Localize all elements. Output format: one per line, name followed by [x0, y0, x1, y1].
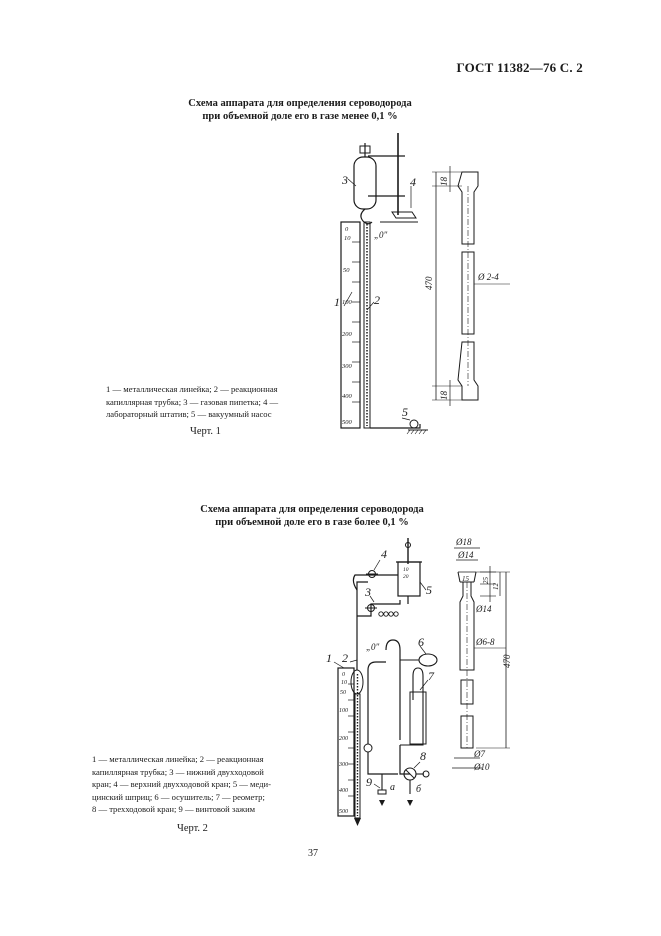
medical-syringe — [398, 562, 420, 596]
reometer — [410, 692, 426, 744]
return-tube — [368, 662, 386, 744]
callout-2: 2 — [374, 293, 380, 307]
legend-line: 1 — металлическая линейка; 2 — реакционная — [106, 384, 278, 394]
dimension-label: 15 — [462, 575, 469, 583]
legend-line: кран; 4 — верхний двухходовой кран; 5 — меди- — [92, 779, 272, 789]
page-number: 37 — [308, 848, 318, 859]
ruler-label: 10 — [341, 680, 347, 686]
ruler-label: 200 — [339, 736, 348, 742]
dimension-label: Ø18 — [456, 537, 472, 547]
outlet-a — [379, 800, 385, 806]
screw-clamp — [378, 790, 386, 794]
ruler-label: 300 — [342, 363, 352, 370]
ruler-label: 500 — [339, 809, 348, 815]
dimension-label: 470 — [502, 654, 512, 668]
ruler-label: 50 — [343, 267, 350, 274]
zero-mark: „0" — [366, 642, 380, 652]
dimension-label: 18 — [439, 177, 449, 186]
dimension-label: Ø6-8 — [476, 637, 495, 647]
legend-line: 8 — трехходовой кран; 9 — винтовой зажим — [92, 804, 256, 814]
standard-header: ГОСТ 11382—76 С. 2 — [456, 60, 583, 75]
figure1-caption: Черт. 1 — [190, 426, 221, 437]
connecting-coil — [379, 612, 398, 616]
leader-2 — [350, 660, 357, 662]
figure1-title-line: Схема аппарата для определения сероводорода — [188, 98, 412, 109]
dimension-label: 18 — [439, 391, 449, 400]
ruler-label: 0 — [345, 226, 349, 233]
ruler-label: 200 — [342, 331, 352, 338]
callout-4: 4 — [381, 547, 387, 561]
callout-2: 2 — [342, 651, 348, 665]
callout-5: 5 — [426, 583, 432, 597]
dimension-label: Ø 2-4 — [478, 272, 499, 282]
callout-4: 4 — [410, 175, 416, 189]
reometer-loop — [386, 640, 400, 740]
leader-4 — [374, 560, 380, 570]
outlet-b-tip — [407, 800, 413, 806]
callout-9: 9 — [366, 775, 372, 789]
ruler-label: 400 — [339, 788, 348, 794]
legend-line: цинский шприц; 6 — осушитель; 7 — реометр; — [92, 791, 265, 802]
legend-line: 1 — металлическая линейка; 2 — реакционная — [92, 754, 264, 764]
figure2-title-line: Схема аппарата для определения сероводорода — [200, 504, 424, 515]
figure2-legend — [92, 753, 298, 816]
figure2-caption: Черт. 2 — [177, 823, 208, 834]
dimension-label: Ø7 — [474, 749, 485, 759]
legend-line: капиллярная трубка; 3 — нижний двухходовой — [92, 766, 264, 777]
leader-9 — [374, 784, 380, 788]
callout-5: 5 — [402, 405, 408, 419]
figure2-title-line: при объемной доле его в газе более 0,1 % — [215, 517, 409, 528]
ruler-label: 100 — [342, 299, 352, 306]
ruler-label: 500 — [342, 419, 352, 426]
legend-line: капиллярная трубка; 3 — газовая пипетка; 4 — — [106, 396, 279, 407]
dryer — [419, 654, 437, 666]
dimension-label: Ø14 — [458, 550, 474, 560]
capillary-outlet — [354, 818, 361, 826]
bottom-tube — [400, 745, 410, 774]
figure1-title-line: при объемной доле его в газе менее 0,1 % — [202, 111, 398, 122]
syringe-mark: 20 — [403, 574, 409, 580]
dimension-label: 470 — [424, 276, 434, 290]
ruler-label: 100 — [339, 708, 348, 714]
legend-line: лабораторный штатив; 5 — вакуумный насос — [106, 409, 272, 419]
ruler-label: 50 — [340, 690, 346, 696]
callout-7: 7 — [428, 669, 434, 683]
dimension-label: Ø14 — [476, 604, 492, 614]
ruler-label: 0 — [342, 672, 345, 678]
callout-3: 3 — [365, 585, 371, 599]
callout-6: 6 — [418, 635, 424, 649]
dimension-label: 12 — [492, 583, 500, 590]
callout-b: б — [416, 784, 422, 795]
callout-a: а — [390, 782, 395, 793]
leader-7 — [420, 680, 428, 690]
bottom-left-tube — [368, 752, 398, 774]
syringe-mark: 10 — [403, 567, 409, 573]
ruler-label: 300 — [339, 762, 348, 768]
ruler-label: 10 — [344, 235, 351, 242]
dimension-label: 25 — [482, 577, 490, 584]
callout-8: 8 — [420, 749, 426, 763]
callout-1: 1 — [326, 651, 332, 665]
callout-1: 1 — [334, 295, 340, 309]
zero-mark: „0" — [374, 230, 388, 240]
ruler-label: 400 — [342, 393, 352, 400]
reometer-tube — [400, 668, 423, 745]
dimension-label: Ø10 — [474, 762, 490, 772]
side-bulb — [364, 744, 372, 752]
callout-3: 3 — [342, 173, 348, 187]
ruler-ticks — [348, 684, 354, 796]
